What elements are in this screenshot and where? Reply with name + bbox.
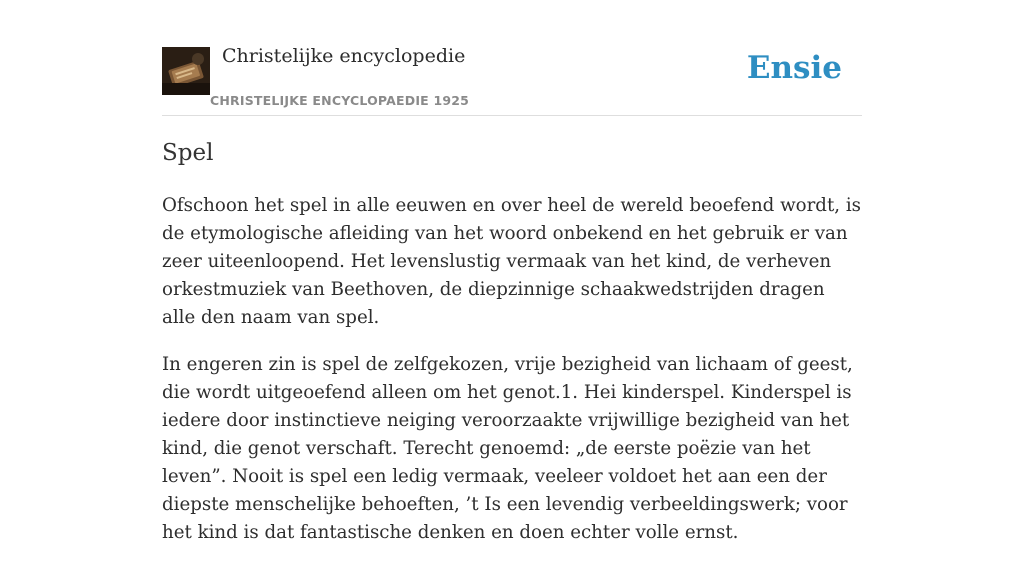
source-header [162,0,862,116]
brand-logo[interactable]: Ensie [746,50,842,86]
source-title[interactable]: Christelijke encyclopedie [222,45,466,67]
page-title: Spel [162,140,214,166]
book-cover-icon [162,47,210,95]
paragraph: In engeren zin is spel de zelfgekozen, vrije bezigheid van lichaam of geest, die wordt uitgeoefend alleen om het genot.1. Hei kinderspel. Kinderspel is iedere door instinctieve neiging veroorzaakte vrijwillige bezigheid van het kind, die genot verschaft. Terecht genoemd: „de eerste poëzie van het leven”. Nooit is spel een ledig vermaak, veeleer voldoet het aan een der diepste menschelijke behoeften, ’t Is een levendig verbeeldingswerk; voor het kind is dat fantastische denken en doen echter volle ernst. [162,354,853,543]
article-body [162,192,862,566]
paragraph: Ofschoon het spel in alle eeuwen en over heel de wereld beoefend wordt, is de etymologische afleiding van het woord onbekend en het gebruik er van zeer uiteenloopend. Het levenslustig vermaak van het kind, de verheven orkestmuziek van Beethoven, de diepzinnige schaakwedstrijden dragen alle den naam van spel. [162,195,861,328]
source-avatar[interactable] [162,47,210,95]
article-container [162,0,862,543]
source-subtitle[interactable]: CHRISTELIJKE ENCYCLOPAEDIE 1925 [210,93,470,108]
